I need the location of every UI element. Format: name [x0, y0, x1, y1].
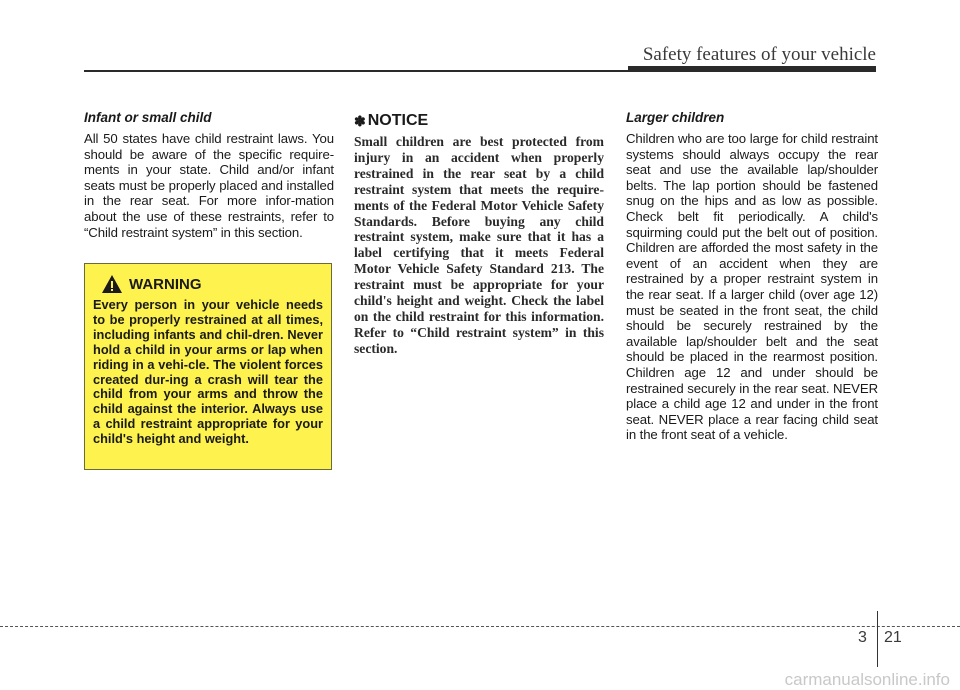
warning-body: Every person in your vehicle needs to be properly restrained at all times, including infants and chil-dren. Never hold a child in your arms or lap when riding in a vehi-cle. The violent forces created dur-ing a crash will tear the child from your arms and throw the child against the interior. Always use a child restraint appropriate for your child's height and weight.: [93, 297, 323, 447]
footer-divider: [877, 611, 878, 667]
larger-heading: Larger children: [626, 110, 725, 125]
infant-heading: Infant or small child: [84, 110, 212, 125]
notice-heading: [354, 112, 604, 130]
notice-title: NOTICE: [367, 112, 429, 129]
header-rule-accent: [628, 66, 876, 72]
warning-triangle-icon: [101, 274, 123, 294]
larger-body: Children who are too large for child restraint systems should always occupy the rear seat and use the available lap/shoulder belts. The lap portion should be fastened snug on the hips and as low as possible. Check belt fit periodically. A child's squirming could put the belt out of position. Children are afforded the most safety in the event of an accident when they are restrained by a proper restraint system in the rear seat. If a larger child (over age 12) must be seated in the front seat, the child should be securely restrained by the available lap/shoulder belt and the seat should be placed in the rearmost position. Children age 12 and under should be restrained securely in the rear seat. NEVER place a child age 12 and under in the front seat. NEVER place a rear facing child seat in the front seat of a vehicle.: [626, 131, 878, 443]
warning-header: [93, 274, 323, 294]
page-number: 21: [884, 629, 902, 646]
section-title: Safety features of your vehicle: [642, 44, 876, 65]
notice-star-icon: ✽: [354, 112, 366, 129]
column-larger-children: [626, 110, 878, 443]
column-infant: [84, 110, 334, 240]
chapter-number: 3: [858, 629, 867, 646]
warning-title: WARNING: [129, 275, 202, 293]
watermark: carmanualsonline.info: [784, 670, 950, 689]
warning-box: [84, 263, 332, 470]
footer-rule: [0, 626, 960, 627]
notice-body: Small children are best protected from injury in an accident when properly restrained in the rear seat by a child restraint system that meets the require-ments of the Federal Motor Vehicle Safety Standards. Before buying any child restraint system, make sure that it has a label certifying that it meets Federal Motor Vehicle Safety Standard 213. The restraint must be appropriate for your child's height and weight. Check the label on the child restraint for this information. Refer to “Child restraint system” in this section.: [354, 134, 604, 356]
infant-body: All 50 states have child restraint laws. You should be aware of the specific require-ments in your state. Child and/or infant seats must be properly placed and installed in the rear seat. For more infor-mation about the use of these restraints, refer to “Child restraint system” in this section.: [84, 131, 334, 240]
column-notice: [354, 110, 604, 357]
